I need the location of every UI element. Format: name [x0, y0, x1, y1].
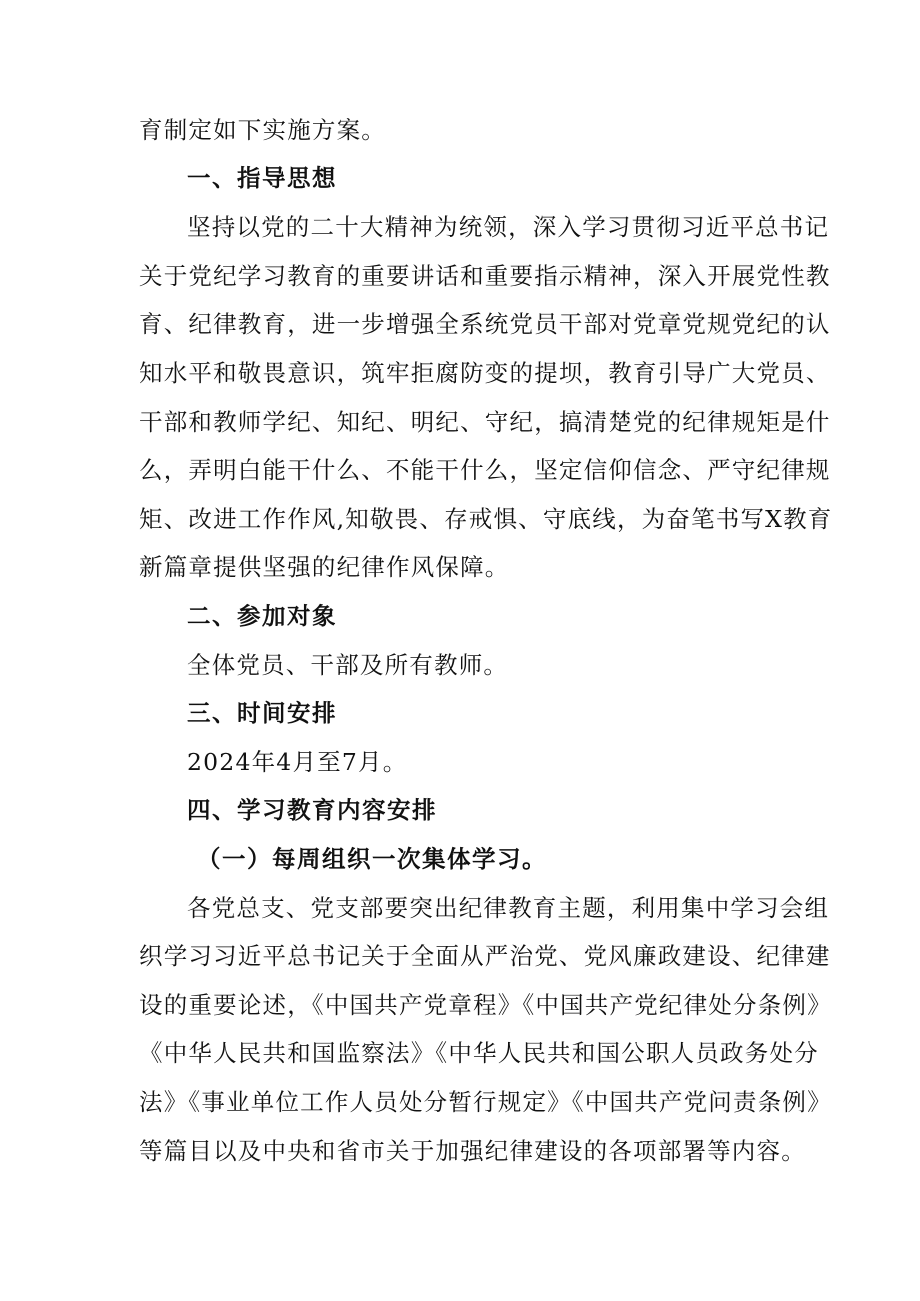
paragraph-line: 知水平和敬畏意识，筑牢拒腐防变的提坝，教育引导广大党员、	[139, 359, 831, 387]
paragraph-line: 等篇目以及中央和省市关于加强纪律建设的各项部署等内容。	[139, 1137, 806, 1165]
paragraph-line: 矩、改进工作作风,知敬畏、存戒惧、守底线，为奋笔书写X教育	[139, 505, 833, 533]
paragraph-line: 么，弄明白能干什么、不能干什么，坚定信仰信念、严守纪律规	[139, 456, 831, 484]
paragraph-line: 各党总支、党支部要突出纪律教育主题，利用集中学习会组	[187, 894, 830, 922]
schedule-text: 2024年4月至7月。	[187, 748, 408, 776]
section-heading-content-arrangement: 四、学习教育内容安排	[187, 796, 437, 824]
paragraph-line: 织学习习近平总书记关于全面从严治党、党风廉政建设、纪律建	[139, 942, 831, 970]
paragraph-line: 干部和教师学纪、知纪、明纪、守纪，搞清楚党的纪律规矩是什	[139, 408, 831, 436]
section-heading-schedule: 三、时间安排	[187, 699, 337, 727]
paragraph-line: 《中华人民共和国监察法》《中华人民共和国公职人员政务处分	[139, 1039, 819, 1067]
section-heading-guiding-ideology: 一、指导思想	[187, 164, 337, 192]
paragraph-line: 设的重要论述，《中国共产党章程》《中国共产党纪律处分条例》	[139, 991, 832, 1019]
paragraph-line: 关于党纪学习教育的重要讲话和重要指示精神，深入开展党性教	[139, 262, 831, 290]
paragraph-line: 法》《事业单位工作人员处分暂行规定》《中国共产党问责条例》	[139, 1088, 832, 1116]
section-heading-participants: 二、参加对象	[187, 602, 337, 630]
paragraph-line: 新篇章提供坚强的纪律作风保障。	[139, 553, 510, 581]
continuation-text: 育制定如下实施方案。	[139, 116, 386, 144]
paragraph-line: 坚持以党的二十大精神为统领，深入学习贯彻习近平总书记	[187, 213, 830, 241]
participants-text: 全体党员、干部及所有教师。	[187, 651, 509, 679]
subsection-heading-weekly-study: （一）每周组织一次集体学习。	[197, 845, 547, 873]
paragraph-line: 育、纪律教育，进一步增强全系统党员干部对党章党规党纪的认	[139, 310, 831, 338]
